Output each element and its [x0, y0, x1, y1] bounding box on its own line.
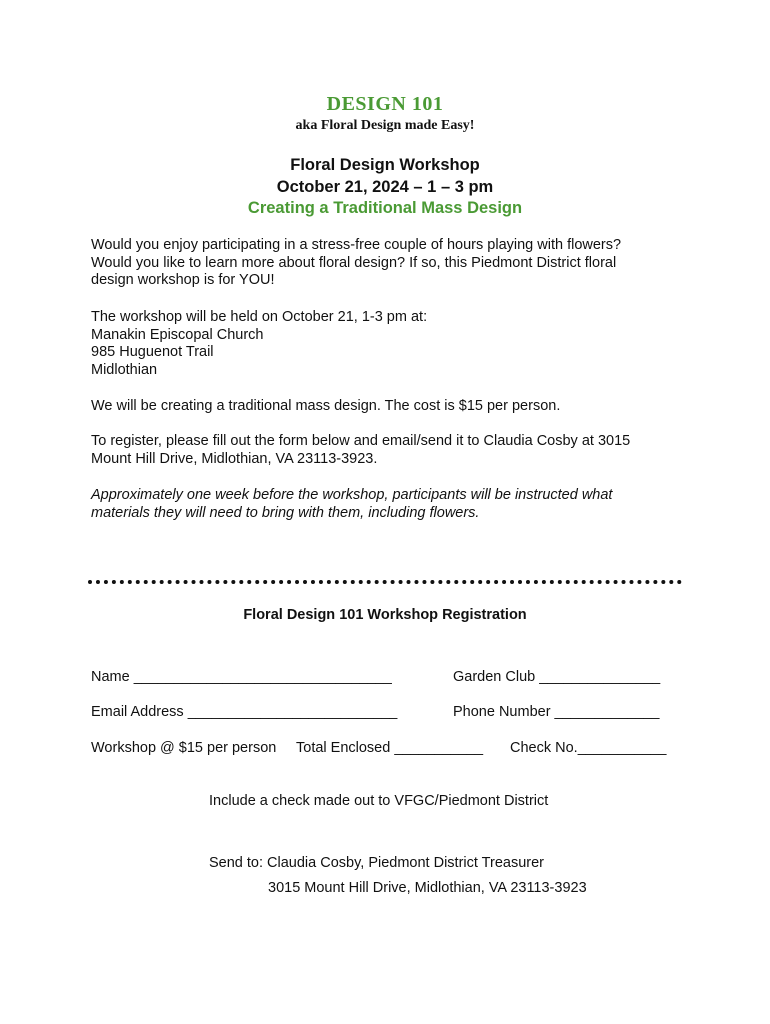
note-paragraph: [91, 487, 681, 522]
workshop-heading: Floral Design Workshop: [290, 156, 480, 174]
intro-line: Would you like to learn more about floral design? If so, this Piedmont District floral: [91, 254, 617, 271]
send-to-line: Send to: Claudia Cosby, Piedmont District Treasurer: [209, 855, 544, 871]
register-line: To register, please fill out the form below and email/send it to Claudia Cosby at 3015: [91, 433, 631, 449]
register-paragraph: [91, 433, 681, 468]
location-intro: The workshop will be held on October 21, 1-3 pm at:: [91, 309, 428, 325]
location-paragraph: [91, 309, 681, 379]
email-field[interactable]: Email Address __________________________: [91, 704, 398, 720]
check-note: Include a check made out to VFGC/Piedmont District: [209, 793, 549, 809]
workshop-fee-label: Workshop @ $15 per person: [91, 740, 277, 756]
send-to-address: 3015 Mount Hill Drive, Midlothian, VA 23113-3923: [268, 880, 587, 896]
register-line: Mount Hill Drive, Midlothian, VA 23113-3923.: [91, 450, 378, 467]
note-line: materials they will need to bring with them, including flowers.: [91, 504, 480, 521]
check-number-field[interactable]: Check No.___________: [510, 740, 667, 756]
flyer-title: DESIGN 101: [326, 93, 444, 115]
cost-paragraph: [91, 398, 681, 416]
note-line: Approximately one week before the workshop, participants will be instructed what: [91, 487, 613, 503]
flyer-subtitle: aka Floral Design made Easy!: [295, 118, 475, 133]
workshop-date: October 21, 2024 – 1 – 3 pm: [276, 178, 494, 196]
intro-line: Would you enjoy participating in a stress-free couple of hours playing with flowers?: [91, 237, 622, 253]
location-line: Midlothian: [91, 361, 158, 378]
intro-paragraph: [91, 237, 681, 290]
name-field[interactable]: Name ________________________________: [91, 669, 392, 685]
design-name: Creating a Traditional Mass Design: [247, 199, 523, 217]
location-line: Manakin Episcopal Church: [91, 326, 264, 343]
location-line: 985 Huguenot Trail: [91, 344, 214, 360]
cut-line-divider: [88, 580, 682, 584]
intro-line: design workshop is for YOU!: [91, 272, 275, 288]
phone-field[interactable]: Phone Number _____________: [453, 704, 660, 720]
cost-line: We will be creating a traditional mass design. The cost is $15 per person.: [91, 398, 561, 414]
registration-title: Floral Design 101 Workshop Registration: [243, 607, 527, 623]
total-enclosed-field[interactable]: Total Enclosed ___________: [296, 740, 484, 756]
garden-club-field[interactable]: Garden Club _______________: [453, 669, 661, 685]
